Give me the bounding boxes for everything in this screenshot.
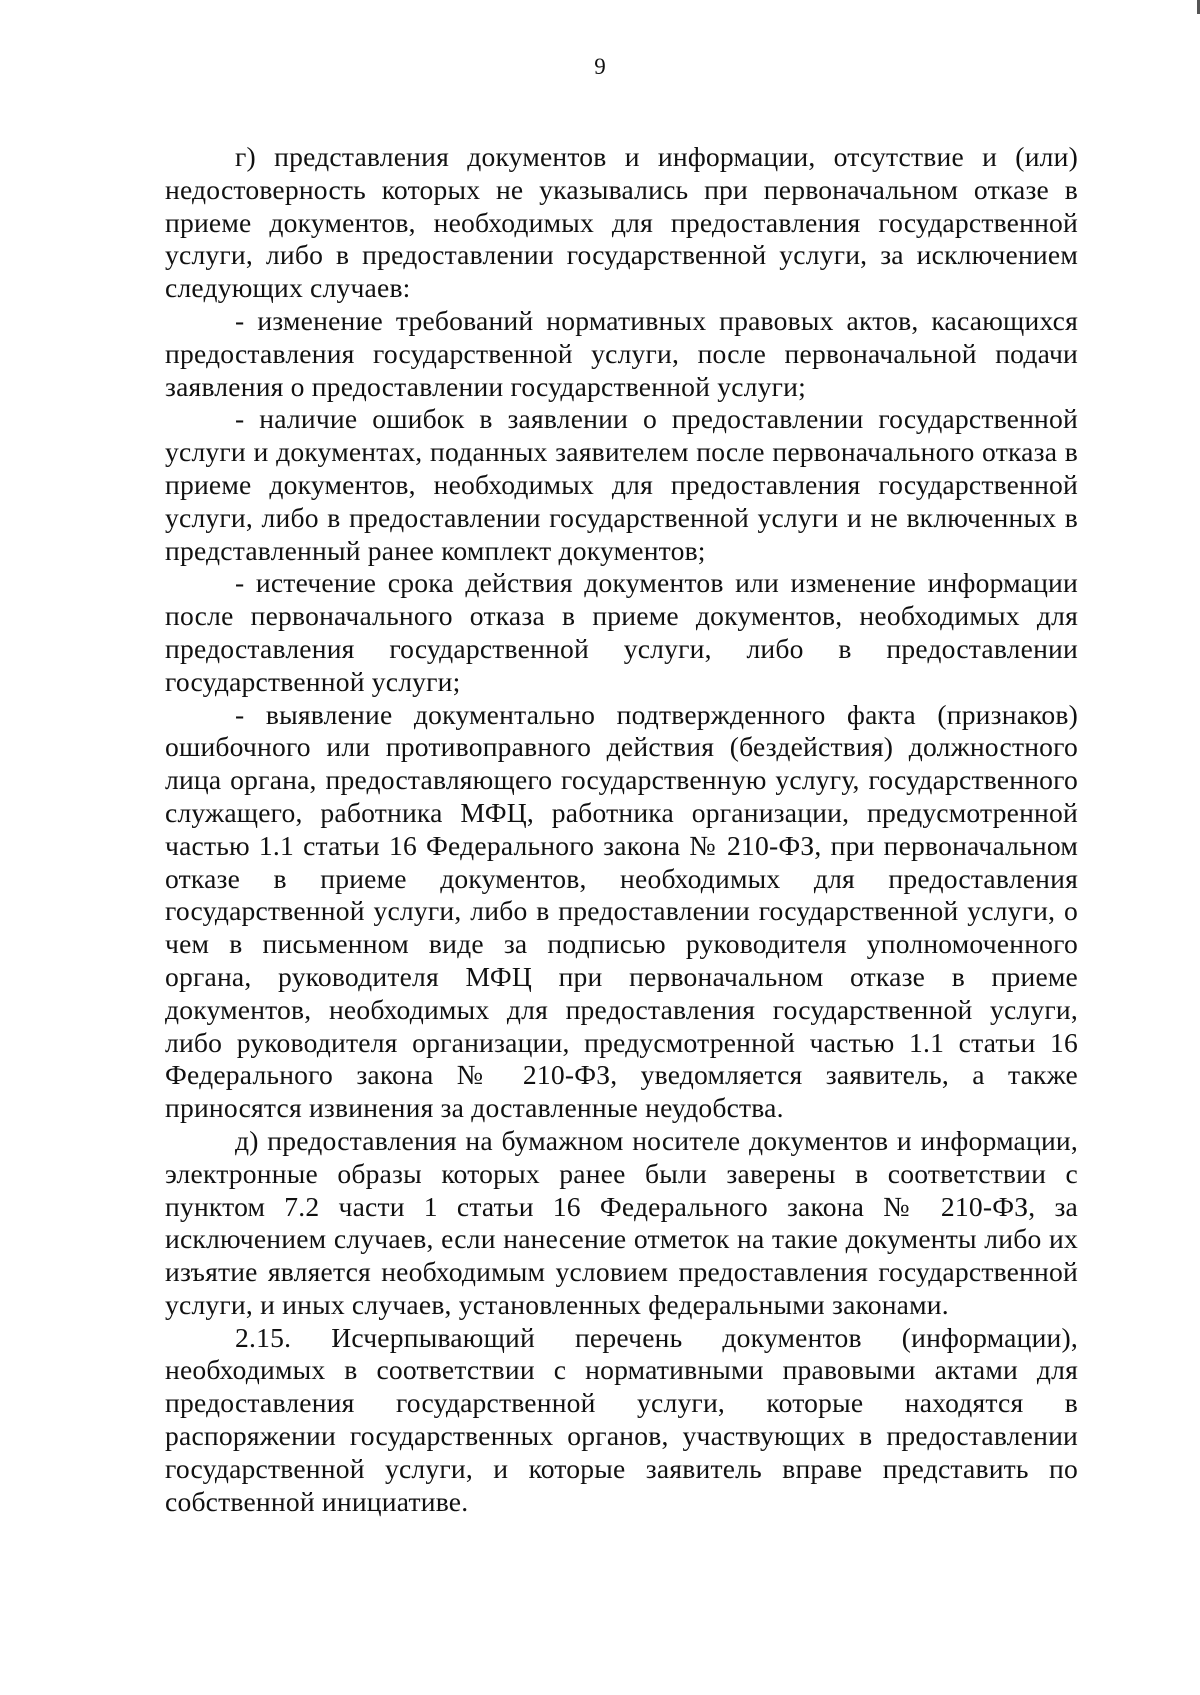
paragraph-g: г) представления документов и информации, отсутствие и (или) недостоверность которых не указывались при первоначальном отказе в приеме документов, необходимых для предоставления государственной услуги, либо в предоставлении государственной услуги, за исключением следующих случаев: [165, 141, 1078, 304]
paragraph-dash-errors-in-application: - наличие ошибок в заявлении о предоставлении государственной услуги и документах, поданных заявителем после первоначального отказа в приеме документов, необходимых для предоставления государственной услуги, либо в предоставлении государственной услуги и не включенных в представленный ранее комплект документов; [165, 403, 1078, 566]
paragraph-2-15: 2.15. Исчерпывающий перечень документов (информации), необходимых в соответствии с нормативными правовыми актами для предоставления государственной услуги, которые находятся в распоряжении государственных органов, участвующих в предоставлении государственной услуги, и которые заявитель вправе представить по собственной инициативе. [165, 1321, 1078, 1517]
paragraph-dash-expiry-of-documents: - истечение срока действия документов или изменение информации после первоначального отказа в приеме документов, необходимых для предоставления государственной услуги, либо в предоставлении государственной услуги; [165, 567, 1078, 697]
page-number: 9 [594, 54, 606, 79]
paragraph-dash-unlawful-action: - выявление документально подтвержденного факта (признаков) ошибочного или противоправного действия (бездействия) должностного лица органа, предоставляющего государственную услугу, государственного служащего, работника МФЦ, работника организации, предусмотренной частью 1.1 статьи 16 Федерального закона № 210-ФЗ, при первоначальном отказе в приеме документов, необходимых для предоставления государственной услуги, либо в предоставлении государственной услуги, о чем в письменном виде за подписью руководителя уполномоченного органа, руководителя МФЦ при первоначальном отказе в приеме документов, необходимых для предоставления государственной услуги, либо руководителя организации, предусмотренной частью 1.1 статьи 16 Федерального закона № 210-ФЗ, уведомляется заявитель, а также приносятся извинения за доставленные неудобства. [165, 698, 1078, 1124]
document-body [165, 141, 1078, 1518]
paragraph-dash-requirements-change: - изменение требований нормативных правовых актов, касающихся предоставления государственной услуги, после первоначальной подачи заявления о предоставлении государственной услуги; [165, 304, 1078, 402]
paragraph-d: д) предоставления на бумажном носителе документов и информации, электронные образы которых ранее были заверены в соответствии с пунктом 7.2 части 1 статьи 16 Федерального закона № 210-ФЗ, за исключением случаев, если нанесение отметок на такие документы либо их изъятие является необходимым условием предоставления государственной услуги, и иных случаев, установленных федеральными законами. [165, 1124, 1078, 1320]
